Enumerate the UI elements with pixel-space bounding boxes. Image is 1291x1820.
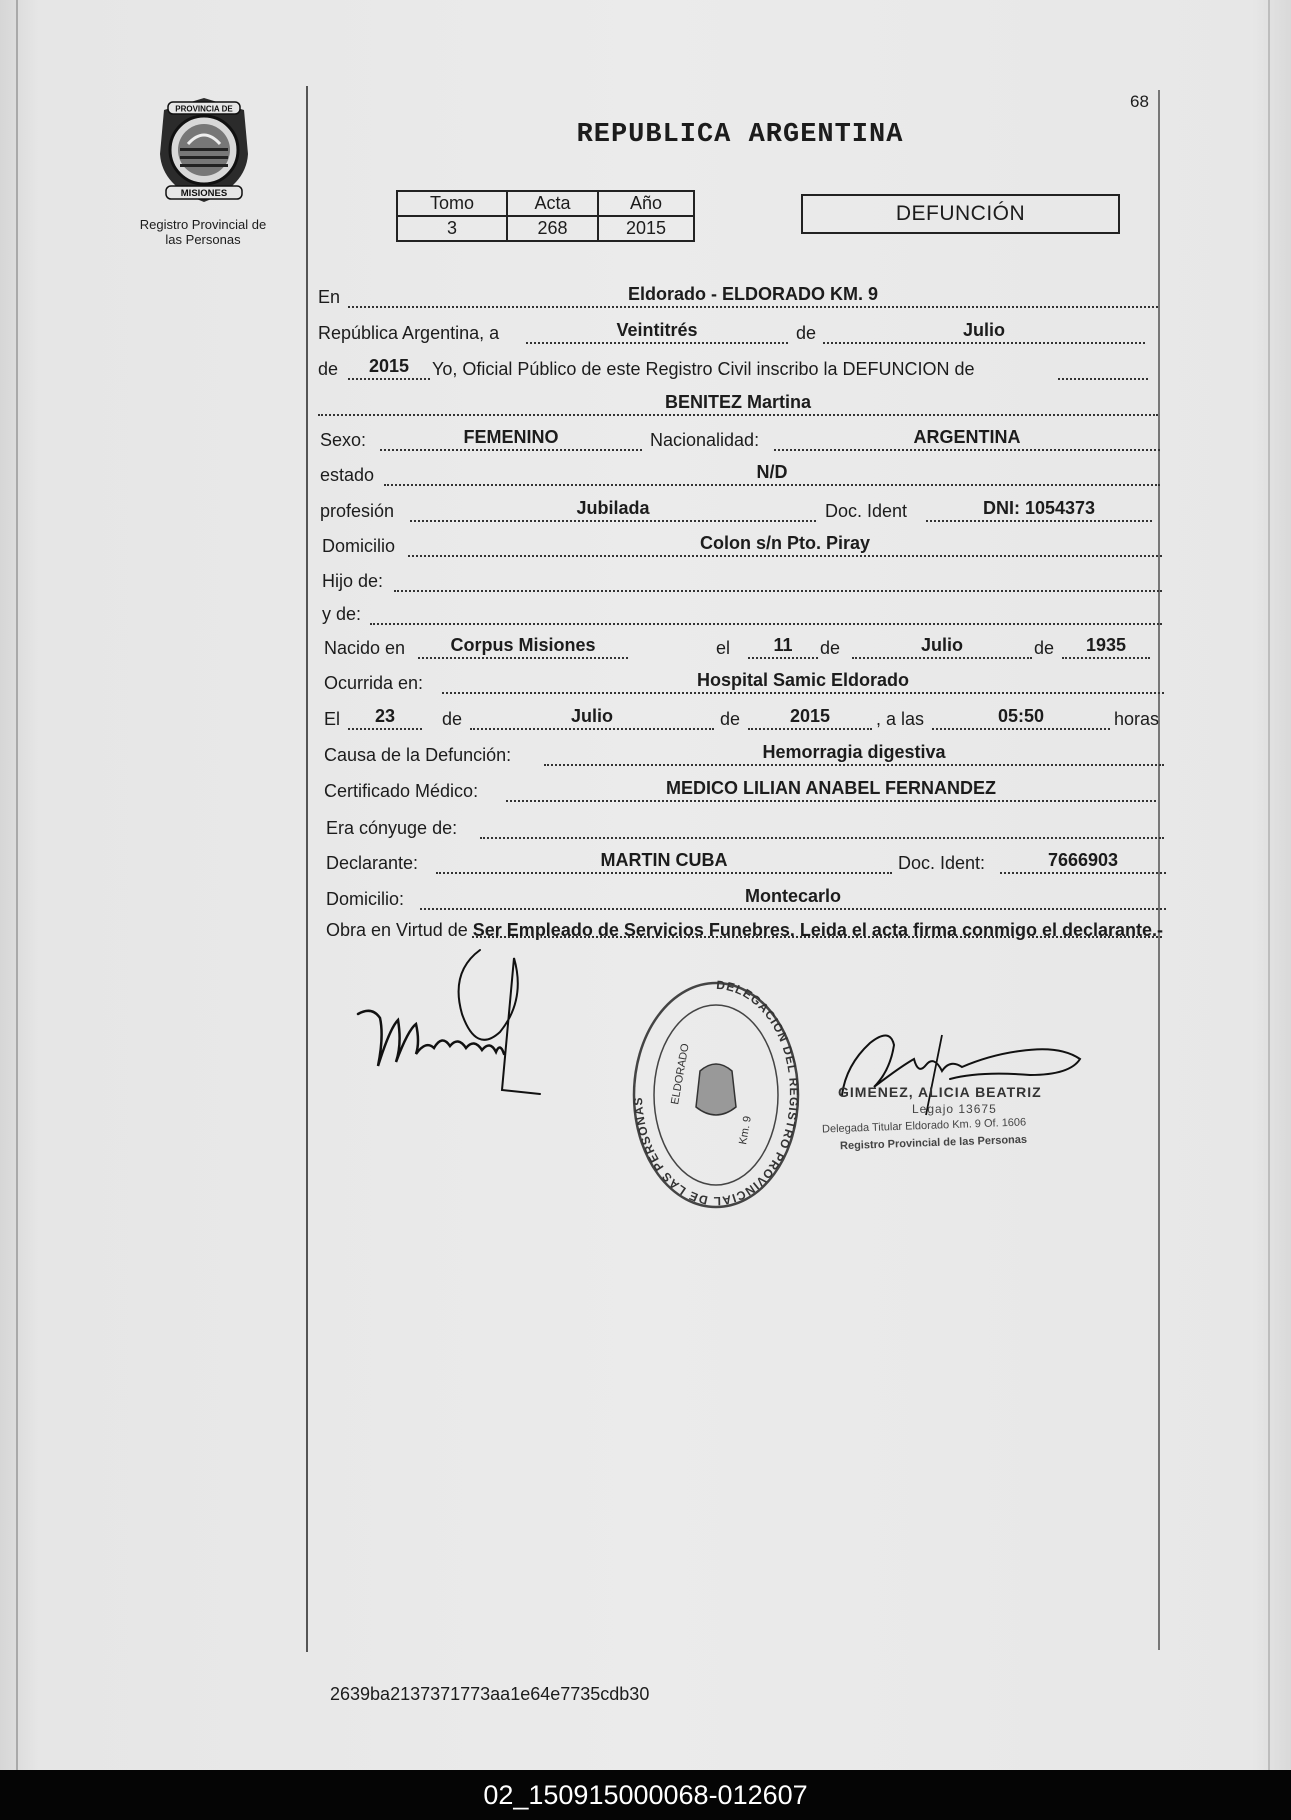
- hijo-field: [394, 568, 1162, 592]
- acta-header: Acta: [507, 191, 598, 216]
- page-edge-right: [1268, 0, 1270, 1770]
- row-oficial: de 2015 Yo, Oficial Público de este Registro Civil inscribo la DEFUNCION de: [318, 356, 1160, 382]
- tomo-header: Tomo: [397, 191, 507, 216]
- page-edge-left: [16, 0, 18, 1770]
- anio-header: Año: [598, 191, 694, 216]
- yde-field: [370, 601, 1162, 625]
- domicilio-field: Colon s/n Pto. Piray: [408, 533, 1162, 557]
- certificado-field: MEDICO LILIAN ANABEL FERNANDEZ: [506, 778, 1156, 802]
- row-declarante-domicilio: Domicilio: Montecarlo: [326, 886, 1168, 912]
- row-profesion: profesión Jubilada Doc. Ident DNI: 1054373: [320, 498, 1162, 524]
- official-signature: [830, 1015, 1090, 1135]
- ocurrida-field: Hospital Samic Eldorado: [442, 670, 1164, 694]
- row-nombre: [318, 392, 1160, 418]
- official-registry-line: Registro Provincial de las Personas: [839, 1133, 1028, 1153]
- official-name-stamp: GIMENEZ, ALICIA BEATRIZ: [838, 1084, 1042, 1100]
- anio-field: 2015: [348, 356, 430, 380]
- def-mes-field: Julio: [470, 706, 714, 730]
- official-role-line: Delegada Titular Eldorado Km. 9 Of. 1606: [821, 1116, 1027, 1136]
- def-dia-field: 23: [348, 706, 422, 730]
- anio-value: 2015: [598, 216, 694, 241]
- obra-value: Ser Empleado de Servicios Funebres. Leida el acta firma conmigo el declarante.-: [472, 920, 1164, 940]
- profesion-field: Jubilada: [410, 498, 816, 522]
- act-type-box: DEFUNCIÓN: [801, 194, 1120, 234]
- svg-text:MISIONES: MISIONES: [180, 188, 228, 199]
- declarant-signature: [350, 944, 550, 1104]
- document-title: REPUBLICA ARGENTINA: [576, 120, 904, 150]
- svg-text:PROVINCIA DE: PROVINCIA DE: [175, 104, 233, 114]
- row-ocurrida: Ocurrida en: Hospital Samic Eldorado: [324, 670, 1166, 696]
- svg-text:DELEGACION DEL REGISTRO PROVIN: DELEGACION DEL REGISTRO PROVINCIAL DE LAS PERSONAS: [630, 977, 801, 1209]
- svg-text:ELDORADO: ELDORADO: [669, 1042, 692, 1106]
- declarante-doc-field: 7666903: [1000, 850, 1166, 874]
- row-yde: y de:: [322, 601, 1164, 627]
- declarante-field: MARTIN CUBA: [436, 850, 892, 874]
- tomo-value: 3: [397, 216, 507, 241]
- nacido-anio-field: 1935: [1062, 635, 1150, 659]
- estado-field: N/D: [384, 462, 1160, 486]
- def-anio-field: 2015: [748, 706, 872, 730]
- page-number: 68: [1130, 92, 1149, 111]
- dia-field: Veintitrés: [526, 320, 788, 344]
- row-fecha-defuncion: El 23 de Julio de 2015 , a las 05:50 horas: [324, 706, 1160, 729]
- row-nacido: Nacido en Corpus Misiones el 11 de Julio de 1935: [324, 635, 1166, 661]
- document-id-band: 02_150915000068-012607: [0, 1770, 1291, 1820]
- declarante-domicilio-field: Montecarlo: [420, 886, 1166, 910]
- row-certificado: Certificado Médico: MEDICO LILIAN ANABEL FERNANDEZ: [324, 778, 1166, 804]
- row-estado: estado N/D: [320, 462, 1162, 488]
- nombre-field: BENITEZ Martina: [318, 392, 1158, 416]
- nacionalidad-field: ARGENTINA: [774, 427, 1160, 451]
- def-hora-field: 05:50: [932, 706, 1110, 730]
- nacido-dia-field: 11: [748, 635, 818, 659]
- acta-value: 268: [507, 216, 598, 241]
- province-seal-logo: [148, 94, 260, 206]
- row-conyuge: Era cónyuge de:: [326, 815, 1168, 841]
- margin-line-left: [306, 86, 308, 1652]
- defuncion-de-field: [1058, 356, 1148, 380]
- document-hash: 2639ba2137371773aa1e64e7735cdb30: [330, 1684, 650, 1704]
- row-sexo: Sexo: FEMENINO Nacionalidad: ARGENTINA: [320, 427, 1162, 453]
- doc-ident-field: DNI: 1054373: [926, 498, 1152, 522]
- obra-en-virtud: Obra en Virtud de Ser Empleado de Servicios Funebres. Leida el acta firma conmigo el declarante.-: [326, 920, 1164, 940]
- row-en: En Eldorado - ELDORADO KM. 9: [318, 284, 1160, 310]
- lugar-field: Eldorado - ELDORADO KM. 9: [348, 284, 1158, 308]
- row-domicilio: Domicilio Colon s/n Pto. Piray: [322, 533, 1164, 559]
- nacido-lugar-field: Corpus Misiones: [418, 635, 628, 659]
- nacido-mes-field: Julio: [852, 635, 1032, 659]
- causa-field: Hemorragia digestiva: [544, 742, 1164, 766]
- sexo-field: FEMENINO: [380, 427, 642, 451]
- record-table: [396, 190, 695, 242]
- conyuge-field: [480, 815, 1164, 839]
- row-causa: Causa de la Defunción: Hemorragia digestiva: [324, 742, 1166, 768]
- registry-caption: Registro Provincial de las Personas: [139, 217, 267, 247]
- mes-field: Julio: [823, 320, 1145, 344]
- row-declarante: Declarante: MARTIN CUBA Doc. Ident: 7666903: [326, 850, 1168, 876]
- svg-text:Km. 9: Km. 9: [737, 1115, 754, 1146]
- row-hijo: Hijo de:: [322, 568, 1164, 594]
- official-legajo: Legajo 13675: [912, 1102, 997, 1116]
- registry-round-stamp: [628, 975, 804, 1215]
- row-republica: República Argentina, a Veintitrés de Julio: [318, 320, 1160, 346]
